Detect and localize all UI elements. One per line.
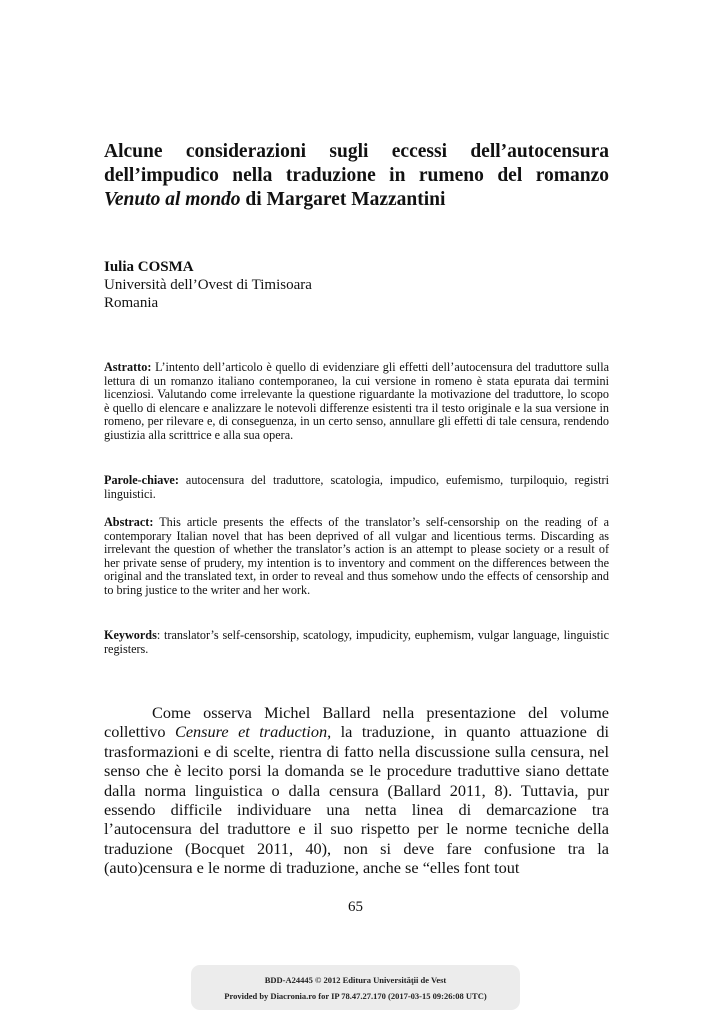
body-italic-title: Censure et traduction xyxy=(174,722,328,742)
provenance-footer xyxy=(191,965,520,1010)
author-country: Romania xyxy=(104,295,159,311)
article-title xyxy=(104,140,609,212)
title-text-2: di Margaret Mazzantini xyxy=(240,189,446,210)
keywords-label: Keywords xyxy=(104,628,157,642)
parole-chiave-paragraph xyxy=(104,474,609,501)
abstract-label: Abstract: xyxy=(104,515,154,529)
author-block xyxy=(104,258,312,312)
parole-chiave-label: Parole-chiave: xyxy=(104,473,179,487)
footer-provider: Provided by Diacronia.ro for IP 78.47.27.170 (2017-03-15 09:26:08 UTC) xyxy=(224,991,487,1001)
body-paragraph xyxy=(104,703,609,878)
title-italic-novel: Venuto al mondo xyxy=(104,189,241,210)
title-text-1: Alcune considerazioni sugli eccessi dell’autocensura dell’impudico nella traduzione in rumeno del romanzo xyxy=(104,141,609,186)
keywords-text: : translator’s self-censorship, scatology, impudicity, euphemism, vulgar language, linguistic registers. xyxy=(104,628,609,656)
body-text-1: Come osserva Michel Ballard nella presentazione del volume collettivo xyxy=(104,703,609,742)
parole-chiave-text: autocensura del traduttore, scatologia, impudico, eufemismo, turpiloquio, registri linguistici. xyxy=(104,473,609,501)
astratto-text: L’intento dell’articolo è quello di evidenziare gli effetti dell’autocensura del traduttore sulla lettura di un romanzo italiano contemporaneo, la cui versione in romeno è stata epurata dai termini licenziosi. Valutando come irrelevante la questione riguardante la motivazione del traduttore, lo scopo è quello di elencare e analizzare le notevoli differenze esistenti tra il testo originale e la sua versione in romeno, per rilevare e, di conseguenza, in un certo senso, annullare gli effetti di tale censura, rendendo giustizia alla scrittrice e alla sua opera. xyxy=(104,360,609,442)
author-affiliation: Università dell’Ovest di Timisoara xyxy=(104,277,312,293)
astratto-paragraph xyxy=(104,361,609,443)
keywords-paragraph xyxy=(104,629,609,656)
author-name: Iulia COSMA xyxy=(104,259,194,275)
footer-copyright: BDD-A24445 © 2012 Editura Universităţii de Vest xyxy=(264,975,447,985)
page-number: 65 xyxy=(348,899,363,915)
abstract-paragraph xyxy=(104,516,609,598)
body-text-2: , la traduzione, in quanto attuazione di trasformazioni e di scelte, rientra di fatto nella discussione sulla censura, nel senso che è lecito porsi la domanda se le procedure traduttive siano dettate dalla norma linguistica o dalla censura (Ballard 2011, 8). Tuttavia, pur essendo difficile individuare una netta linea di demarcazione tra l’autocensura del traduttore e il suo rispetto per le norme tecniche della traduzione (Bocquet 2011, 40), non si deve fare confusione tra la (auto)censura e le norme di traduzione, anche se “elles font tout xyxy=(104,722,610,878)
abstract-text: This article presents the effects of the translator’s self-censorship on the reading of a contemporary Italian novel that has been deprived of all vulgar and licentious terms. Discarding as irrelevant the question of whether the translator’s action is an attempt to please society or a result of her private sense of prudery, my intention is to inventory and comment on the differences between the original and the translated text, in order to reveal and thus somehow undo the effects of censorship and to bring justice to the writer and her work. xyxy=(104,515,609,597)
astratto-label: Astratto: xyxy=(104,360,152,374)
